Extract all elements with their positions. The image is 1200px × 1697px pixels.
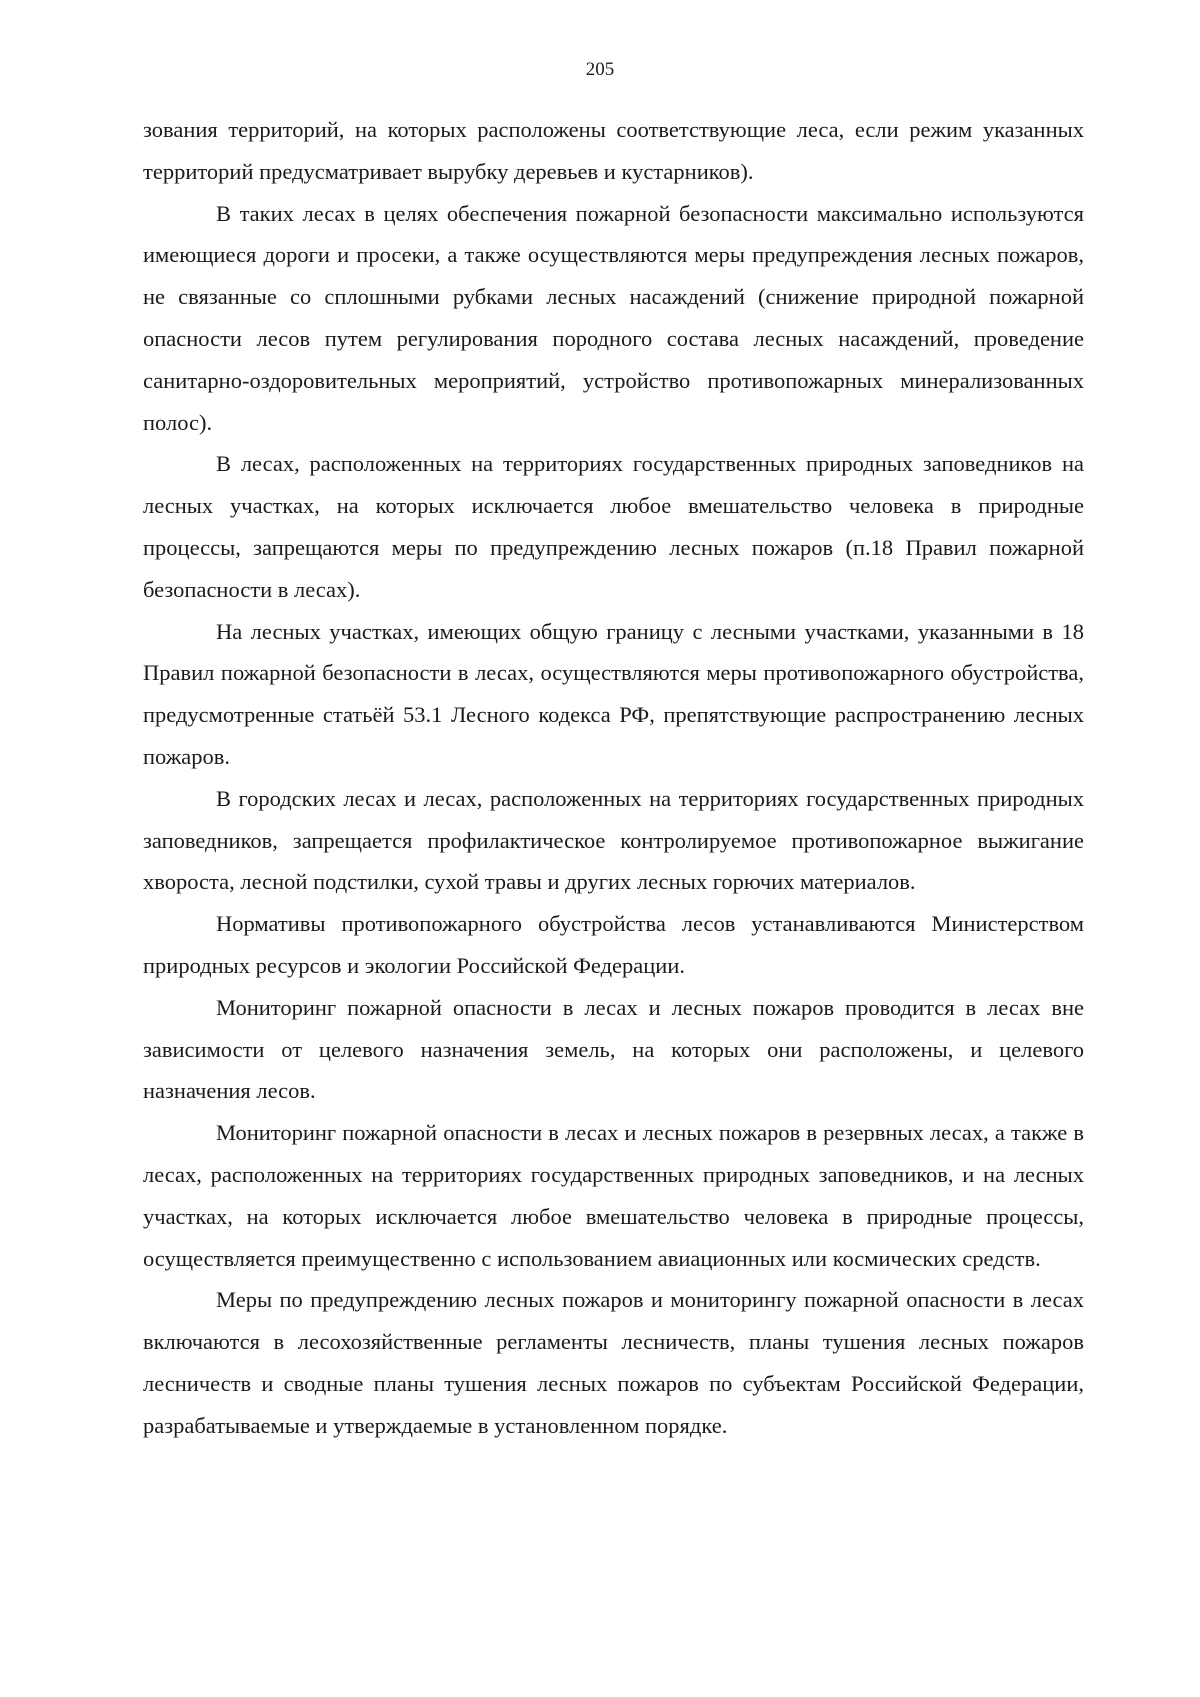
paragraph: В городских лесах и лесах, расположенных на территориях государственных природных заповедников, запрещается профилактическое контролируемое противопожарное выжигание хвороста, лесной подстилки, сухой травы и других лесных горючих материалов.: [143, 785, 1084, 895]
paragraph: На лесных участках, имеющих общую границу с лесными участками, указанными в 18 Правил пожарной безопасности в лесах, осуществляются меры противопожарного обустройства, предусмотренные статьёй 53.1 Лесного кодекса РФ, препятствующие распространению лесных пожаров.: [143, 618, 1084, 769]
paragraph: Нормативы противопожарного обустройства лесов устанавливаются Министерством природных ресурсов и экологии Российской Федерации.: [143, 911, 1084, 978]
paragraph: В лесах, расположенных на территориях государственных природных заповедников на лесных участках, на которых исключается любое вмешательство человека в природные процессы, запрещаются меры по предупреждению лесных пожаров (п.18 Правил пожарной безопасности в лесах).: [143, 451, 1084, 602]
paragraph: Меры по предупреждению лесных пожаров и мониторингу пожарной опасности в лесах включаются в лесохозяйственные регламенты лесничеств, планы тушения лесных пожаров лесничеств и сводные планы тушения лесных пожаров по субъектам Российской Федерации, разрабатываемые и утверждаемые в установленном порядке.: [143, 1287, 1084, 1438]
paragraph: Мониторинг пожарной опасности в лесах и лесных пожаров в резервных лесах, а также в лесах, расположенных на территориях государственных природных заповедников, и на лесных участках, на которых исключается любое вмешательство человека в природные процессы, осуществляется преимущественно с использованием авиационных или космических средств.: [143, 1120, 1084, 1271]
paragraph: В таких лесах в целях обеспечения пожарной безопасности максимально используются имеющиеся дороги и просеки, а также осуществляются меры предупреждения лесных пожаров, не связанные со сплошными рубками лесных насаждений (снижение природной пожарной опасности лесов путем регулирования породного состава лесных насаждений, проведение санитарно-оздоровительных мероприятий, устройство противопожарных минерализованных полос).: [143, 200, 1084, 435]
body-text: [143, 109, 1084, 1447]
paragraph: Мониторинг пожарной опасности в лесах и лесных пожаров проводится в лесах вне зависимости от целевого назначения земель, на которых они расположены, и целевого назначения лесов.: [143, 994, 1084, 1104]
paragraph-continuation: зования территорий, на которых расположены соответствующие леса, если режим указанных территорий предусматривает вырубку деревьев и кустарников).: [143, 117, 1084, 184]
page-number: 205: [585, 59, 615, 80]
